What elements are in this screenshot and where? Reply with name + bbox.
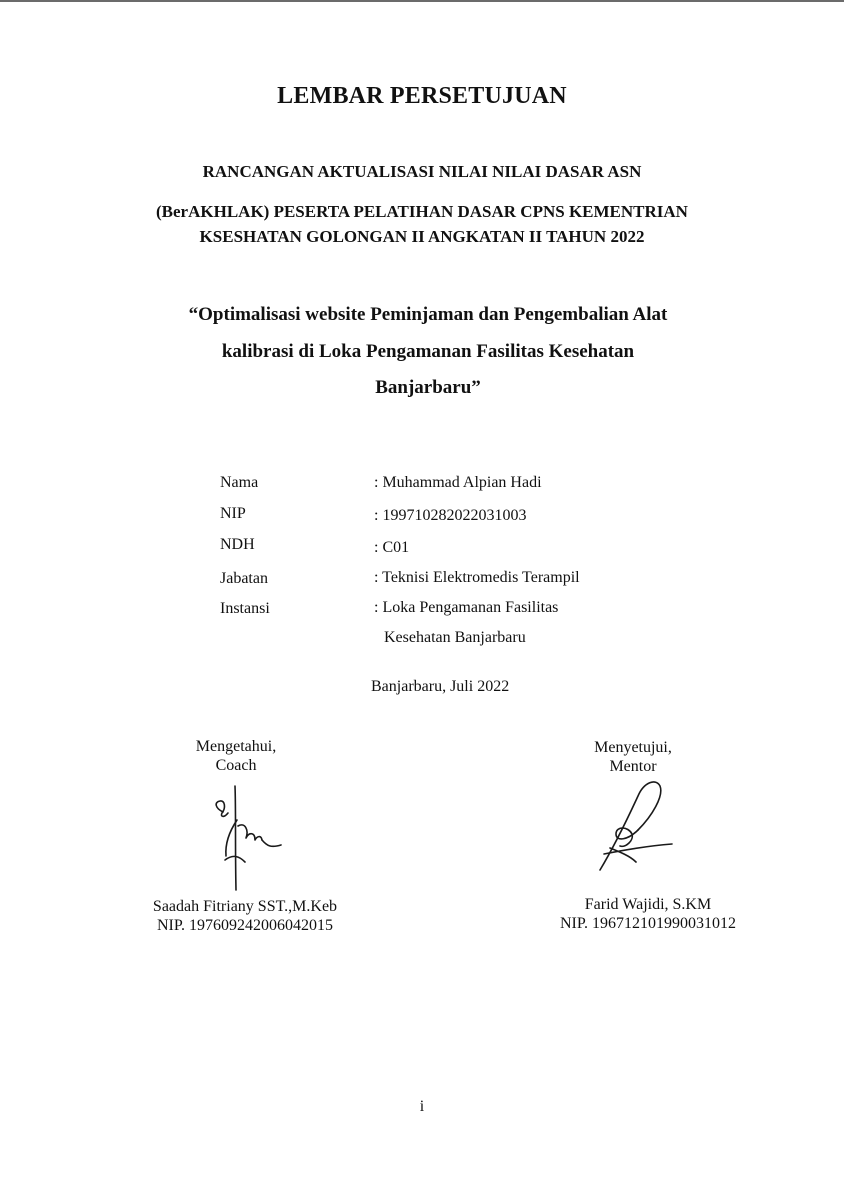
coach-nip: NIP. 197609242006042015 xyxy=(156,917,333,934)
coach-header-line-1: Mengetahui, xyxy=(195,738,277,755)
page-number: i xyxy=(419,1098,425,1115)
field-value-instansi-cont: Kesehatan Banjarbaru xyxy=(384,629,526,646)
field-value-jabatan: : Teknisi Elektromedis Terampil xyxy=(374,569,580,586)
subtitle-line-2: (BerAKHLAK) PESERTA PELATIHAN DASAR CPNS KEMENTRIAN xyxy=(156,202,688,221)
coach-name: Saadah Fitriany SST.,M.Keb xyxy=(152,898,338,915)
field-label-nip: NIP xyxy=(220,505,246,522)
field-label-instansi: Instansi xyxy=(220,600,270,617)
coach-signature-footer xyxy=(120,897,370,935)
subtitle-line-3: KSESHATAN GOLONGAN II ANGKATAN II TAHUN 2022 xyxy=(199,227,645,246)
mentor-name: Farid Wajidi, S.KM xyxy=(584,896,712,913)
field-label-ndh: NDH xyxy=(220,536,255,553)
field-label-jabatan: Jabatan xyxy=(220,570,268,587)
mentor-nip: NIP. 196712101990031012 xyxy=(559,915,736,932)
mentor-signature-header xyxy=(563,738,703,776)
field-value-nama: : Muhammad Alpian Hadi xyxy=(374,474,542,491)
coach-signature-image xyxy=(205,782,295,892)
field-value-instansi: : Loka Pengamanan Fasilitas xyxy=(374,599,559,616)
field-label-nama: Nama xyxy=(220,474,259,491)
topic-line-3: Banjarbaru” xyxy=(375,377,481,398)
document-title: LEMBAR PERSETUJUAN xyxy=(277,83,567,109)
coach-header-line-2: Coach xyxy=(215,757,257,774)
coach-signature-header xyxy=(166,737,306,775)
mentor-header-line-2: Mentor xyxy=(609,758,657,775)
subtitle-line-1: RANCANGAN AKTUALISASI NILAI NILAI DASAR ASN xyxy=(202,162,642,181)
page-top-border xyxy=(0,0,844,2)
mentor-signature-footer xyxy=(518,895,778,933)
field-value-ndh: : C01 xyxy=(374,539,410,556)
field-value-nip: : 199710282022031003 xyxy=(374,507,527,524)
topic-line-1: “Optimalisasi website Peminjaman dan Pengembalian Alat xyxy=(188,304,668,325)
topic-line-2: kalibrasi di Loka Pengamanan Fasilitas Kesehatan xyxy=(221,341,635,362)
mentor-header-line-1: Menyetujui, xyxy=(594,739,672,756)
place-date: Banjarbaru, Juli 2022 xyxy=(371,678,510,695)
mentor-signature-image xyxy=(590,778,680,873)
